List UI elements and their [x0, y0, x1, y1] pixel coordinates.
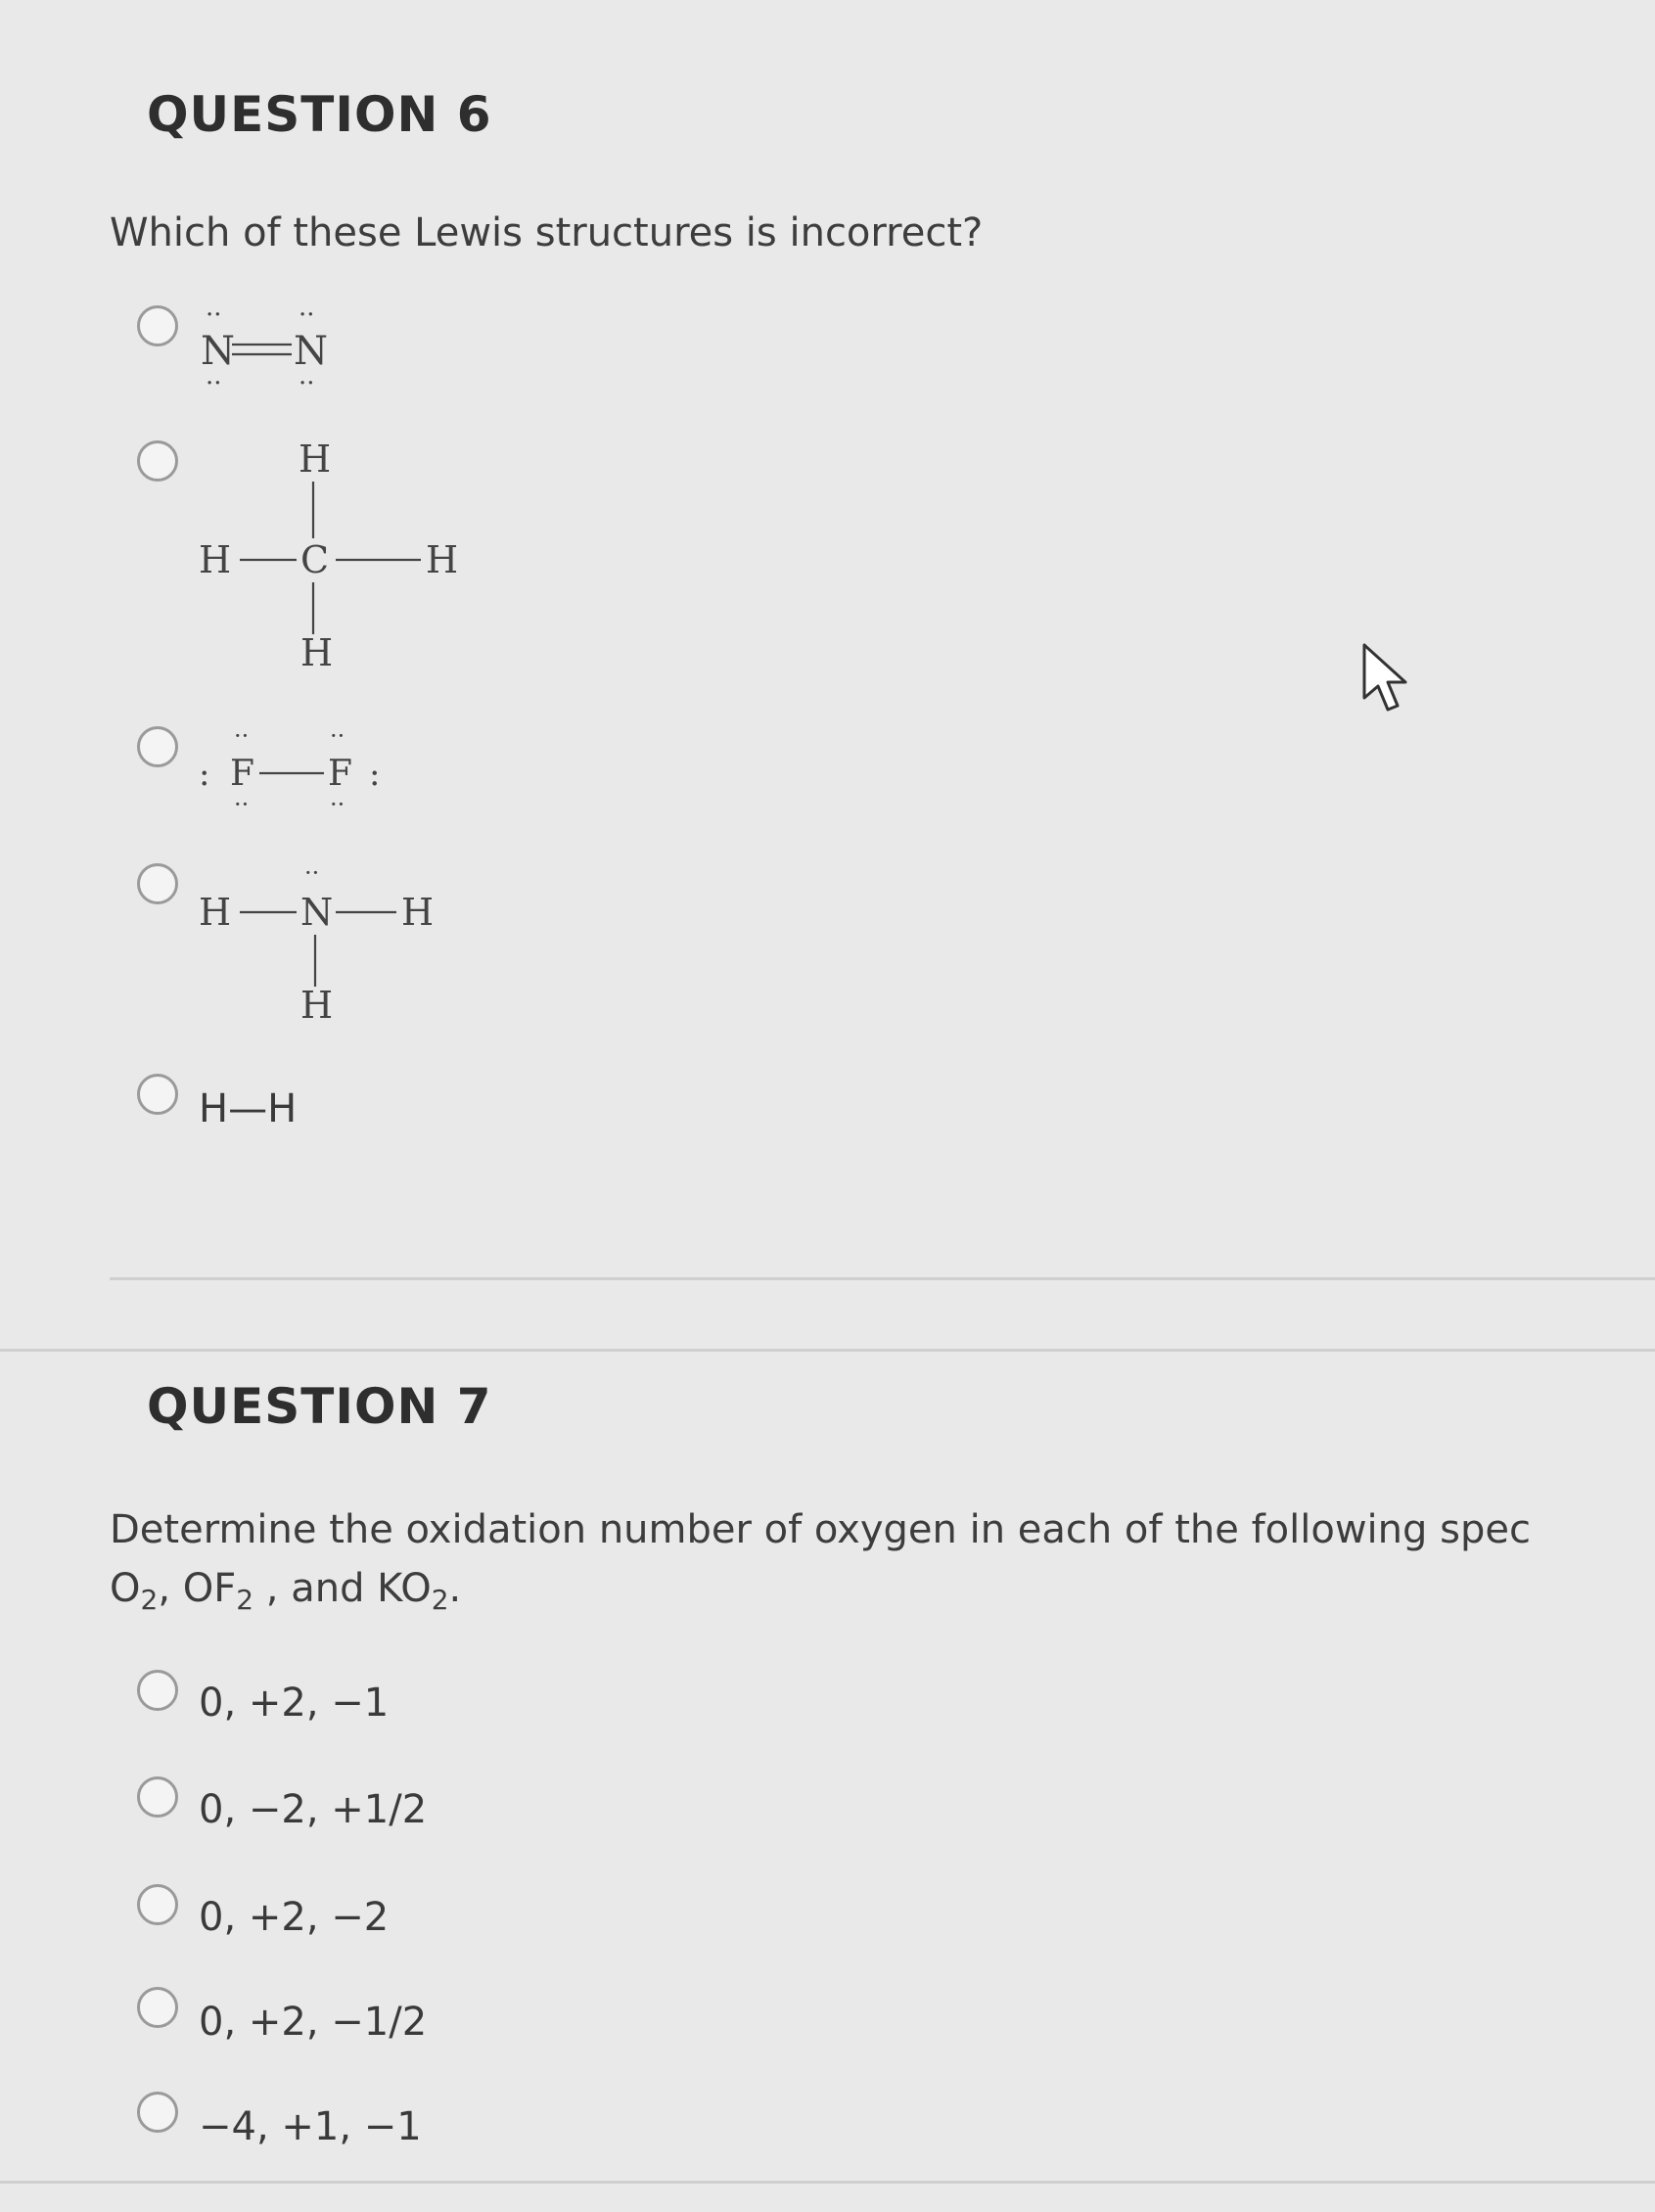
question-divider-inner [110, 1277, 1655, 1280]
svg-text:··: ·· [330, 722, 345, 750]
atom-h-right: H [401, 891, 435, 934]
atom-n-right: N [294, 329, 328, 374]
svg-text::: : [199, 755, 210, 794]
atom-h-right: H [426, 538, 459, 581]
q6-lewis-nh3 [191, 852, 465, 1037]
svg-text:··: ·· [206, 300, 222, 330]
bottom-divider [0, 2181, 1655, 2184]
atom-h-left: H [199, 891, 232, 934]
q6-radio-nh3[interactable] [137, 863, 178, 904]
q6-radio-h2[interactable] [137, 1074, 178, 1115]
svg-text:··: ·· [304, 859, 320, 887]
q7-choice-3-label: 0, +2, −2 [199, 1895, 390, 1940]
q6-choice-h2-label: H—H [199, 1086, 298, 1131]
q6-lewis-n2 [191, 294, 347, 401]
svg-text:··: ·· [206, 369, 222, 398]
q6-radio-n2[interactable] [137, 305, 178, 346]
svg-text:··: ·· [330, 791, 345, 818]
atom-h-bottom: H [300, 631, 334, 674]
question-6-prompt: Which of these Lewis structures is incorrect? [110, 210, 984, 255]
mouse-pointer-icon [1360, 641, 1419, 719]
q7-choice-5-label: −4, +1, −1 [199, 2104, 422, 2149]
svg-text::: : [369, 755, 381, 794]
q6-radio-f2[interactable] [137, 726, 178, 767]
atom-n: N [300, 891, 334, 934]
q6-lewis-f2 [191, 714, 416, 822]
atom-n-left: N [201, 329, 235, 374]
svg-text:··: ·· [299, 369, 315, 398]
atom-c: C [300, 538, 330, 581]
svg-text:··: ·· [234, 791, 250, 818]
svg-text:··: ·· [299, 300, 315, 330]
q7-radio-choice-4[interactable] [137, 1987, 178, 2028]
q7-choice-1-label: 0, +2, −1 [199, 1681, 390, 1726]
q7-radio-choice-3[interactable] [137, 1884, 178, 1925]
atom-f-right: F [328, 754, 352, 794]
q7-radio-choice-1[interactable] [137, 1670, 178, 1711]
question-6-heading: QUESTION 6 [147, 86, 492, 143]
question-divider [0, 1349, 1655, 1352]
q7-radio-choice-5[interactable] [137, 2092, 178, 2133]
q6-radio-ch4[interactable] [137, 440, 178, 482]
question-7-prompt-line1: Determine the oxidation number of oxygen in each of the following spec [110, 1507, 1531, 1552]
atom-h-bottom: H [300, 984, 334, 1027]
atom-h-left: H [199, 538, 232, 581]
svg-text:··: ·· [234, 722, 250, 750]
q7-choice-2-label: 0, −2, +1/2 [199, 1787, 428, 1832]
q7-radio-choice-2[interactable] [137, 1776, 178, 1818]
question-7-heading: QUESTION 7 [147, 1378, 492, 1435]
q7-choice-4-label: 0, +2, −1/2 [199, 2000, 428, 2045]
atom-f-left: F [230, 754, 254, 794]
atom-h-top: H [299, 438, 332, 481]
q6-lewis-ch4 [191, 431, 484, 685]
question-7-prompt-line2: $O_2$, $OF_2$ , and $KO_2$. [110, 1566, 462, 1616]
